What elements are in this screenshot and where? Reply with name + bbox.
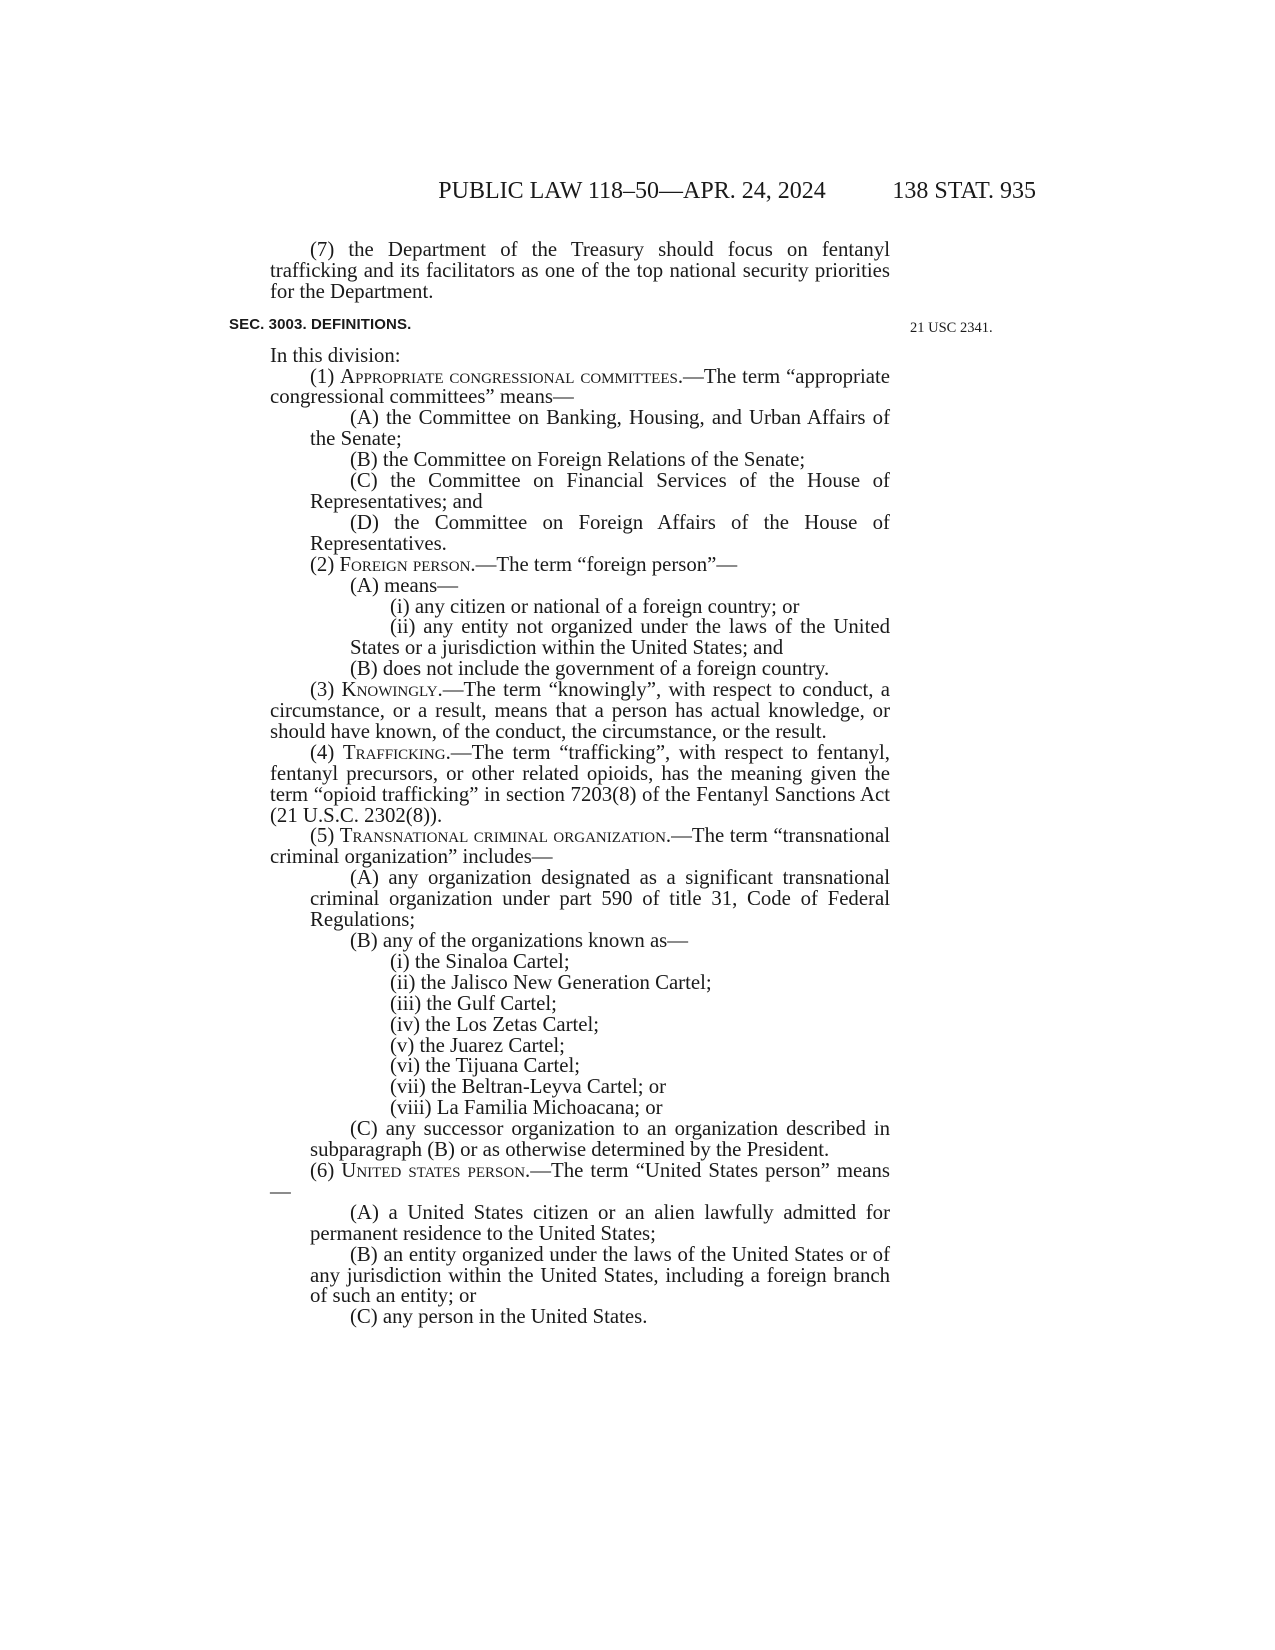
cartel-item: (vi) the Tijuana Cartel; [390,1054,581,1078]
cartel-item: (ii) the Jalisco New Generation Cartel; [390,970,712,994]
definition-number: (4) [310,740,343,764]
definition-number: (2) [310,552,340,576]
definition-6-b: (B) an entity organized under the laws of the United States or of any jurisdiction within the United States, including a foreign branch of such an entity; or [310,1242,890,1308]
cartel-item: (i) the Sinaloa Cartel; [390,949,570,973]
definition-1-a: (A) the Committee on Banking, Housing, and Urban Affairs of the Senate; [310,406,890,451]
section-heading: SEC. 3003. DEFINITIONS. [229,315,412,333]
definition-6 [270,1158,890,1203]
definition-1-b: (B) the Committee on Foreign Relations of the Senate; [350,448,806,472]
definition-5-c: (C) any successor organization to an organization described in subparagraph (B) or as otherwise determined by the President. [310,1117,890,1162]
cartel-item: (iii) the Gulf Cartel; [390,991,557,1015]
definition-3 [270,680,890,743]
cartel-item: (viii) La Familia Michoacana; or [390,1096,663,1120]
document-body [229,238,891,1329]
definition-text: .—The term “foreign person”— [470,552,738,576]
definition-1-d: (D) the Committee on Foreign Affairs of the House of Representatives. [310,510,890,555]
definition-6-a: (A) a United States citizen or an alien lawfully admitted for permanent residence to the United States; [310,1200,890,1245]
definition-2-a-ii: (ii) any entity not organized under the laws of the United States or a jurisdiction within the United States; and [350,615,890,660]
definition-6-c: (C) any person in the United States. [350,1305,648,1329]
page-header [228,178,1036,214]
definition-2-a: (A) means— [350,573,458,597]
definition-term: Foreign person [339,552,471,576]
definition-text: .—The term “appropriate congressional committees” means— [270,364,890,409]
cartel-item: (v) the Juarez Cartel; [390,1033,565,1057]
definition-term: Transnational criminal organization [339,824,666,848]
intro-text: In this division: [270,343,401,367]
definition-term: Appropriate congressional committees [340,364,678,388]
definition-term: Trafficking [342,740,446,764]
definition-5-a: (A) any organization designated as a significant transnational criminal organization under part 590 of title 31, Code of Federal Regulations; [310,866,890,932]
marginal-note: 21 USC 2341. [910,320,993,336]
definition-term: United states person [341,1158,526,1182]
paragraph-7: (7) the Department of the Treasury should focus on fentanyl trafficking and its facilitators as one of the top national security priorities for the Department. [270,238,890,303]
definition-2-a-i: (i) any citizen or national of a foreign country; or [390,594,800,618]
definition-number: (5) [310,824,340,848]
definition-2-b: (B) does not include the government of a foreign country. [350,657,830,681]
definition-term: Knowingly [341,678,438,702]
definition-text: .—The term “knowingly”, with respect to conduct, a circumstance, or a result, means that a person has actual knowledge, or should have known, of the conduct, the circumstance, or the result. [270,678,890,743]
definition-4 [270,740,891,827]
running-head-title: PUBLIC LAW 118–50—APR. 24, 2024 [438,178,826,204]
definition-1 [270,364,890,409]
cartel-item: (vii) the Beltran-Leyva Cartel; or [390,1075,667,1099]
definition-2 [270,552,890,576]
definition-number: (1) [310,364,341,388]
cartel-item: (iv) the Los Zetas Cartel; [390,1012,600,1036]
definition-5 [270,826,890,868]
definition-1-c: (C) the Committee on Financial Services of the House of Representatives; and [310,469,890,513]
definition-text: .—The term “trafficking”, with respect to fentanyl, fentanyl precursors, or other related opioids, has the meaning given the term “opioid trafficking” in section 7203(8) of the Fentanyl Sanctions Act (21 U.S.C. 2302(8)). [270,740,891,827]
definition-number: (6) [310,1158,342,1182]
definition-5-b: (B) any of the organizations known as— [350,929,689,952]
definition-text: .—The term “transnational criminal organization” includes— [270,824,890,869]
cartel-list [270,949,890,1120]
definition-number: (3) [310,678,342,702]
definition-text: .—The term “United States person” means— [270,1158,890,1203]
stat-page-number: 138 STAT. 935 [892,178,1036,204]
